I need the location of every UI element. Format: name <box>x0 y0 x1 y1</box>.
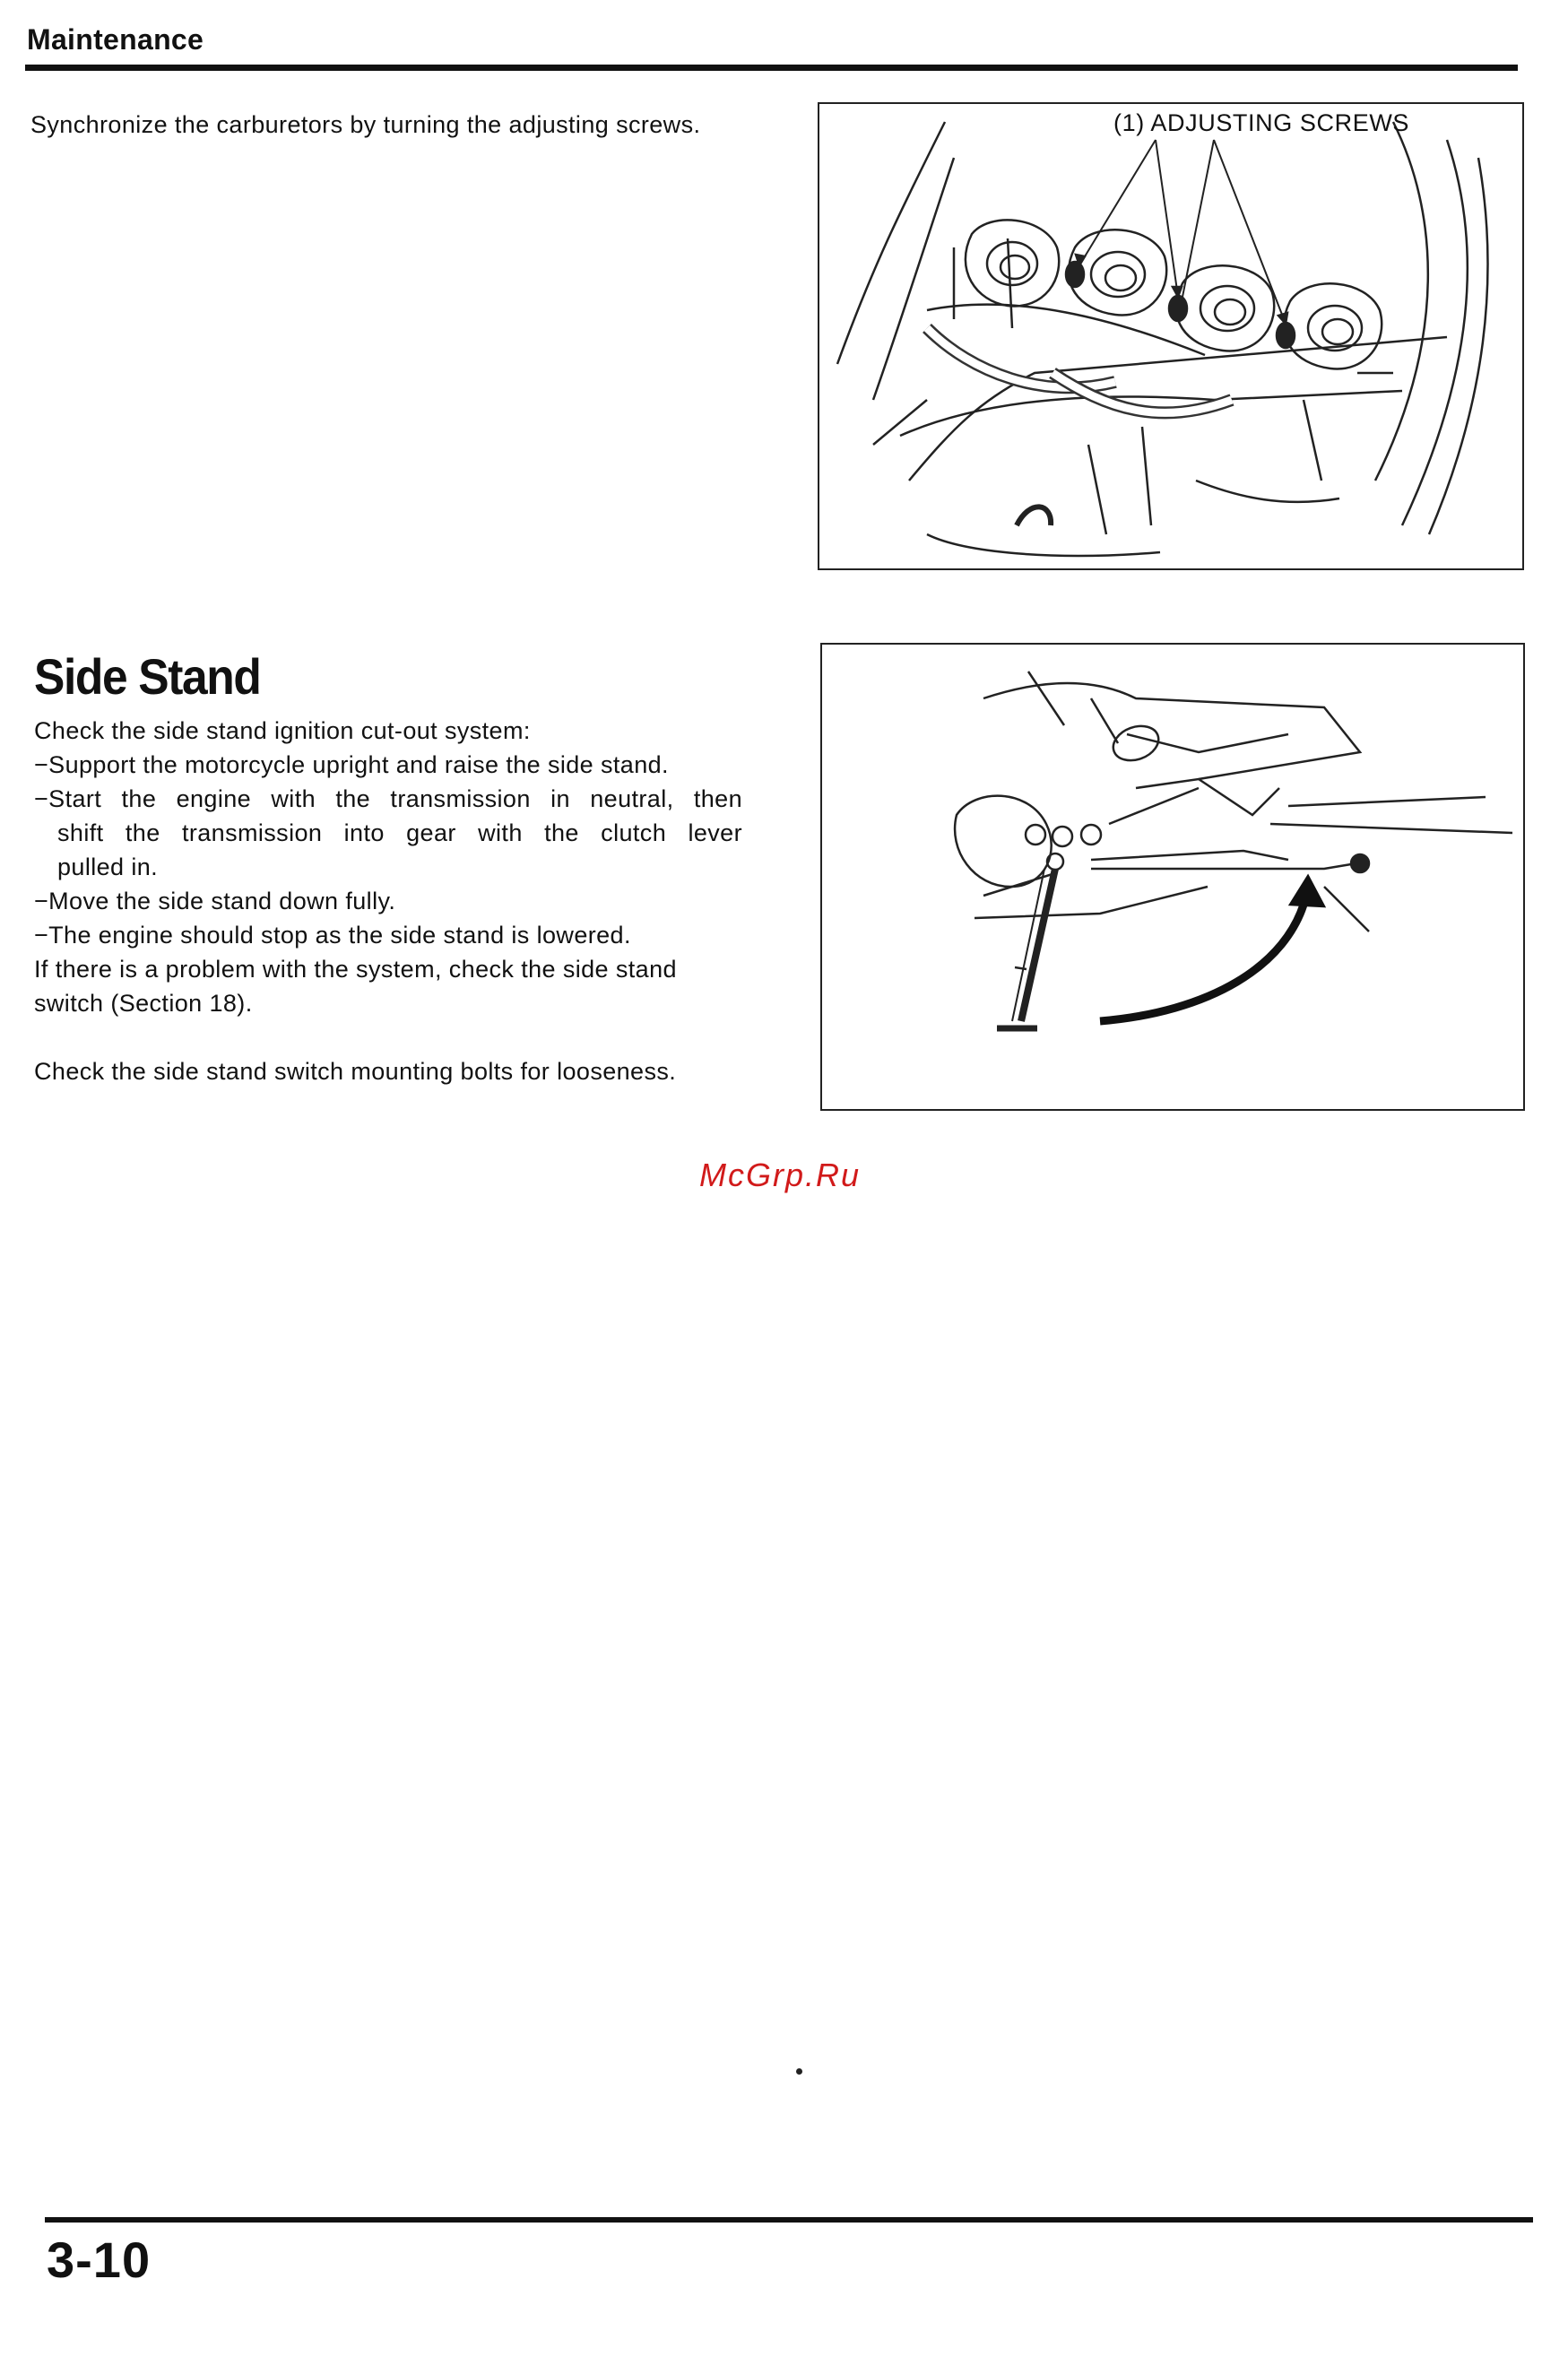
carburetor-figure <box>818 102 1524 570</box>
side-stand-step-1: −Support the motorcycle upright and raise the side stand. <box>34 751 669 778</box>
carburetor-illustration <box>819 104 1522 568</box>
page-number: 3-10 <box>47 2231 152 2288</box>
footer-rule <box>45 2217 1533 2223</box>
side-stand-step-2-line-1: −Start the engine with the transmission in neutral, then <box>34 785 742 812</box>
side-stand-illustration <box>822 645 1523 1109</box>
side-stand-problem-line-1: If there is a problem with the system, check the side stand <box>34 956 677 983</box>
side-stand-step-2-line-3: pulled in. <box>57 854 159 880</box>
side-stand-step-4: −The engine should stop as the side stand is lowered. <box>34 922 631 949</box>
side-stand-heading: Side Stand <box>34 648 261 705</box>
side-stand-bolts-note: Check the side stand switch mounting bolts for looseness. <box>34 1058 677 1085</box>
intro-paragraph: Synchronize the carburetors by turning the adjusting screws. <box>30 111 701 138</box>
side-stand-step-2-line-2: shift the transmission into gear with the clutch lever <box>57 819 742 846</box>
header-rule <box>25 65 1518 71</box>
watermark: McGrp.Ru <box>699 1157 862 1193</box>
side-stand-instructions <box>34 714 742 1088</box>
side-stand-problem-line-2: switch (Section 18). <box>34 990 253 1017</box>
stray-dot <box>796 2068 802 2075</box>
side-stand-check-intro: Check the side stand ignition cut-out system: <box>34 717 531 744</box>
adjusting-screws-callout: (1) ADJUSTING SCREWS <box>1113 109 1410 136</box>
side-stand-step-3: −Move the side stand down fully. <box>34 888 396 914</box>
section-header-title: Maintenance <box>27 23 204 56</box>
side-stand-figure <box>820 643 1525 1111</box>
